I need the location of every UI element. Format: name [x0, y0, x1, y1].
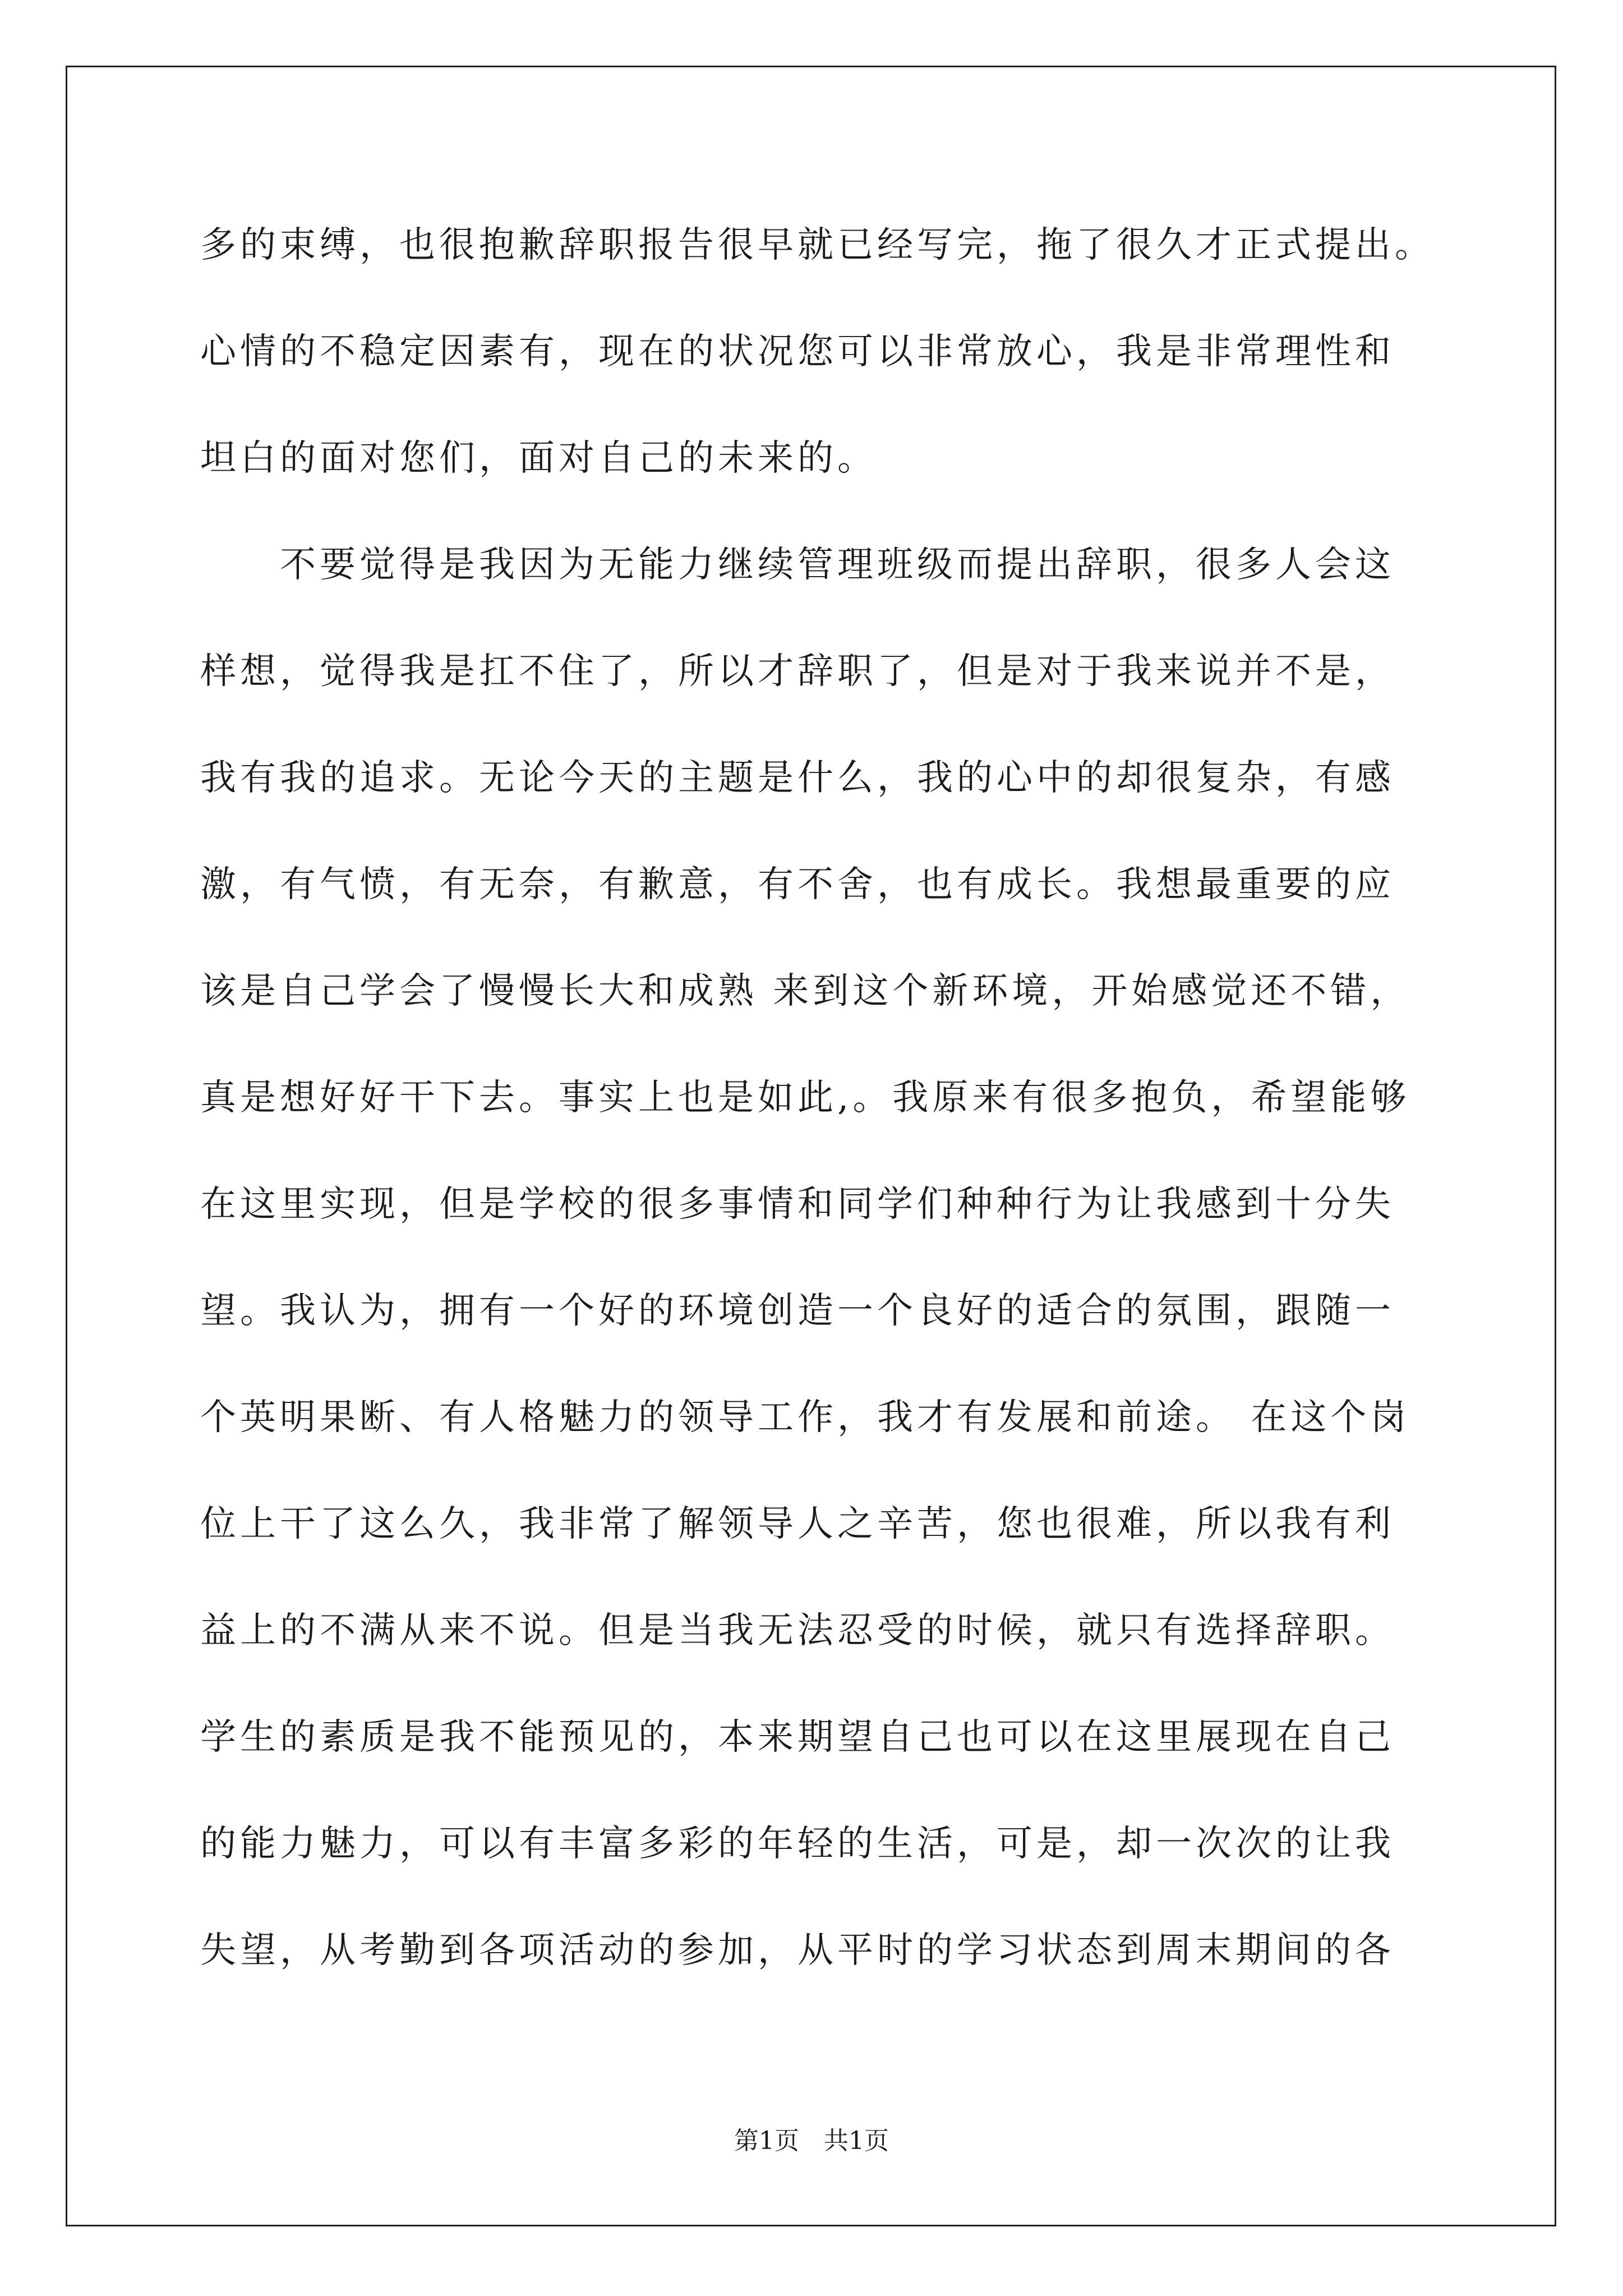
text-line: 我有我的追求。无论今天的主题是什么，我的心中的却很复杂，有感	[200, 757, 1395, 799]
text-line: 该是自己学会了慢慢长大和成熟 来到这个新环境，开始感觉还不错，	[200, 970, 1410, 1012]
text-line: 位上干了这么久，我非常了解领导人之辛苦，您也很难，所以我有利	[200, 1503, 1395, 1545]
text-line: 样想，觉得我是扛不住了，所以才辞职了，但是对于我来说并不是，	[200, 651, 1395, 692]
text-line: 望。我认为，拥有一个好的环境创造一个良好的适合的氛围，跟随一	[200, 1290, 1395, 1332]
text-line: 的能力魅力，可以有丰富多彩的年轻的生活，可是，却一次次的让我	[200, 1823, 1395, 1865]
text-line: 多的束缚，也很抱歉辞职报告很早就已经写完，拖了很久才正式提出。	[200, 224, 1435, 266]
page-border	[66, 66, 1556, 2226]
text-line: 心情的不稳定因素有，现在的状况您可以非常放心，我是非常理性和	[200, 331, 1395, 372]
text-line: 激，有气愤，有无奈，有歉意，有不舍，也有成长。我想最重要的应	[200, 864, 1395, 905]
text-line: 个英明果断、有人格魅力的领导工作，我才有发展和前途。 在这个岗	[200, 1397, 1410, 1438]
text-line: 不要觉得是我因为无能力继续管理班级而提出辞职，很多人会这	[200, 544, 1395, 586]
text-line: 坦白的面对您们，面对自己的未来的。	[200, 438, 877, 479]
text-line: 益上的不满从来不说。但是当我无法忍受的时候，就只有选择辞职。	[200, 1610, 1395, 1651]
text-line: 真是想好好干下去。事实上也是如此,。我原来有很多抱负，希望能够	[200, 1077, 1410, 1119]
text-line: 在这里实现，但是学校的很多事情和同学们种种行为让我感到十分失	[200, 1184, 1395, 1225]
page-number-footer: 第1页 共1页	[734, 2127, 889, 2155]
text-line: 学生的素质是我不能预见的，本来期望自己也可以在这里展现在自己	[200, 1717, 1395, 1758]
text-line: 失望，从考勤到各项活动的参加，从平时的学习状态到周末期间的各	[200, 1930, 1395, 1971]
